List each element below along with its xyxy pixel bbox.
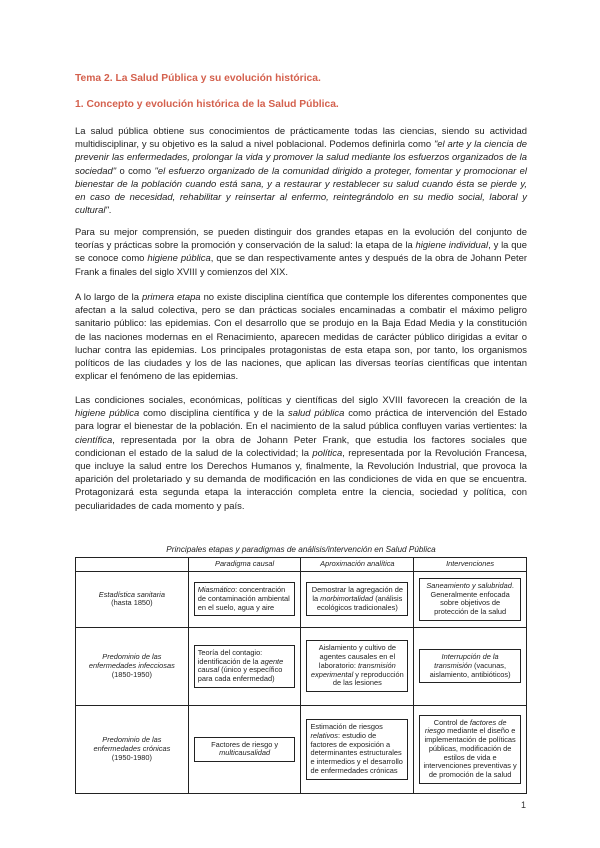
table-cell-causal: Factores de riesgo y multicausalidad <box>188 705 301 793</box>
table-cell-stage: Estadística sanitaria (hasta 1850) <box>76 571 189 627</box>
table-header-interventions: Intervenciones <box>414 558 527 572</box>
page-number: 1 <box>520 800 526 810</box>
section-heading: 1. Concepto y evolución histórica de la Salud Pública. <box>75 99 339 110</box>
table-cell-analytic: Aislamiento y cultivo de agentes causales en el laboratorio: transmisión experimental y reproducción de las lesiones <box>301 627 414 705</box>
table-header-analytic: Aproximación analítica <box>301 558 414 572</box>
table-cell-causal: Teoría del contagio: identificación de la agente causal (único y específico para cada enfermedad) <box>188 627 301 705</box>
table-header-row <box>76 558 527 572</box>
table-cell-stage: Predominio de las enfermedades crónicas (1950-1980) <box>76 705 189 793</box>
paragraph-definition: La salud pública obtiene sus conocimientos de prácticamente todas las ciencias, siendo su actividad multidisciplinar, y su objetivo es la salud a nivel poblacional. Podemos definirla como "el arte y la ciencia de prevenir las enfermedades, prolongar la vida y promover la salud mediante los esfuerzos organizados de la sociedad" o como "el esfuerzo organizado de la comunidad dirigido a proteger, fomentar y promocionar el bienestar de la población cuando está sana, y a restaurar y restablecer su salud cuando ésta se pierde y, en caso de necesidad, rehabilitar y reinsertar al enfermo, reintegrándolo en su medio social, laboral y cultural". <box>75 126 527 217</box>
table-cell-interventions: Interrupción de la transmisión (vacunas, aislamiento, antibióticos) <box>414 627 527 705</box>
paragraph-first-stage: A lo largo de la primera etapa no existe disciplina científica que contemple los diferentes componentes que afectan a la salud colectiva, pero se dan prácticas sociales encaminadas a combatir el máximo peligro sanitario público: las epidemias. Con el desarrollo que se produjo en la Baja Edad Media y la constitución de las naciones modernas en el Renacimiento, aparecen medidas de carácter público dirigidas a evitar o luchar contra las epidemias. Los principales protagonistas de esta etapa son, por tanto, los organismos políticos de las ciudades y los de las naciones, que aplican las diversas teorías científicas que intentan explicar el fenómeno de las epidemias. <box>75 292 527 383</box>
table-cell-analytic: Estimación de riesgos relativos: estudio de factores de exposición a determinantes estructurales e intermedios y el desarrollo de enfermedades crónicas <box>301 705 414 793</box>
paradigms-table <box>75 557 527 794</box>
paragraph-second-stage: Las condiciones sociales, económicas, políticas y científicas del siglo XVIII favorecen la creación de la higiene pública como disciplina científica y de la salud pública como práctica de intervención del Estado para lograr el bienestar de la población. En el nacimiento de la salud pública confluyen varias vertientes: la científica, representada por la obra de Johann Peter Frank, que estudia los factores sociales que condicionan el estado de la salud de la colectividad; la política, representada por la Revolución Francesa, que incluye la salud entre los Derechos Humanos y, finalmente, la Revolución Industrial, que provoca la aparición del proletariado y su demanda de modificación en las condiciones de vida en que se encuentra. Protagonizará esta segunda etapa la interacción completa entre la ciencia, sociedad y política, con peculiaridades de cada momento y país. <box>75 395 528 512</box>
table-row <box>76 627 527 705</box>
table-cell-causal: Miasmático: concentración de contaminación ambiental en el suelo, agua y aire <box>188 571 301 627</box>
paragraph-stages: Para su mejor comprensión, se pueden distinguir dos grandes etapas en la evolución del conjunto de teorías y prácticas sobre la promoción y conservación de la salud: la etapa de la higiene individual, y la que se conoce como higiene pública, que se dan respectivamente antes y después de la obra de Johann Peter Frank a finales del siglo XVIII y comienzos del XIX. <box>75 227 528 278</box>
document-title: Tema 2. La Salud Pública y su evolución histórica. <box>75 73 321 84</box>
table-header-causal: Paradigma causal <box>188 558 301 572</box>
table-cell-stage: Predominio de las enfermedades infecciosas (1850-1950) <box>76 627 189 705</box>
table-cell-interventions: Saneamiento y salubridad. Generalmente enfocada sobre objetivos de protección de la salud <box>414 571 527 627</box>
table-cell-analytic: Demostrar la agregación de la morbimortalidad (análisis ecológicos tradicionales) <box>301 571 414 627</box>
table-header-empty <box>76 558 189 572</box>
table-row <box>76 705 527 793</box>
table-caption: Principales etapas y paradigmas de análisis/intervención en Salud Pública <box>166 545 436 554</box>
table-cell-interventions: Control de factores de riesgo mediante el diseño e implementación de políticas públicas, modificación de estilos de vida e intervenciones preventivas y de promoción de la salud <box>414 705 527 793</box>
table-row <box>76 571 527 627</box>
